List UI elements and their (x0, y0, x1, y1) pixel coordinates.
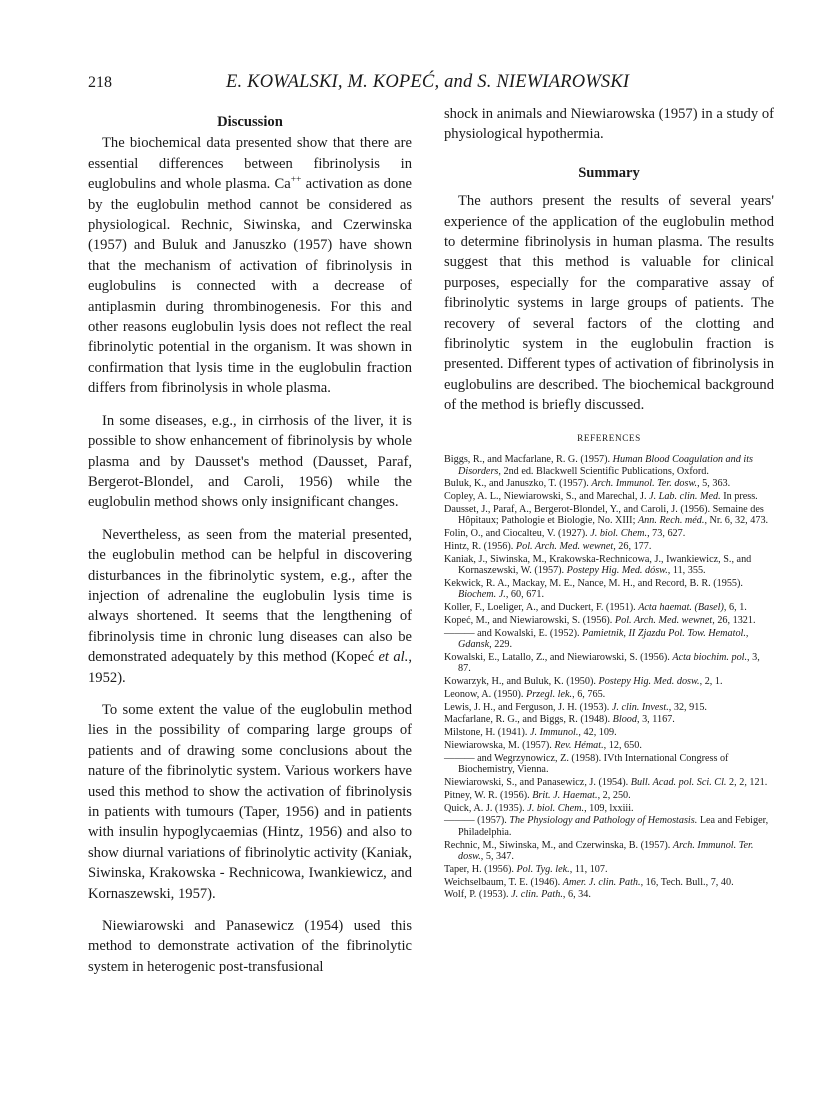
discussion-heading: Discussion (217, 114, 283, 130)
discussion-paragraph-5-continued: shock in animals and Niewiarowska (1957) in a study of physiological hypothermia. (444, 106, 774, 143)
reference-list (444, 454, 774, 901)
discussion-paragraph-4: To some extent the value of the euglobulin method lies in the possibility of comparing large groups of patients and of drawing some conclusions about the nature of the fibrinolytic system. Various workers have used this method to show the activation of fibrinolysis in patients with tumours (Taper, 1956) and in patients with insulin hypoglycaemias (Hintz, 1956) and also to show diurnal variations of fibrinolytic activity (Kaniak, Siwinska, Krakowska - Rechnicowa, Iwankiewicz, and Kornaszewski, 1957). (88, 701, 412, 902)
reference-item: Copley, A. L., Niewiarowski, S., and Marechal, J. J. Lab. clin. Med. In press. (444, 491, 758, 503)
reference-item: Biggs, R., and Macfarlane, R. G. (1957). Human Blood Coagulation and its Disorders, 2nd ed. Blackwell Scientific Publications, Oxford. (444, 454, 754, 477)
reference-item: Pitney, W. R. (1956). Brit. J. Haemat., 2, 250. (444, 789, 631, 801)
page-number: 218 (88, 74, 112, 91)
reference-item: Kowalski, E., Latallo, Z., and Niewiarowski, S. (1956). Acta biochim. pol., 3, 87. (444, 651, 760, 675)
summary-heading: Summary (578, 164, 640, 181)
reference-item: Niewiarowski, S., and Panasewicz, J. (1954). Bull. Acad. pol. Sci. Cl. 2, 2, 121. (444, 777, 768, 789)
reference-item: Macfarlane, R. G., and Biggs, R. (1948). Blood, 3, 1167. (444, 714, 675, 726)
reference-item: Quick, A. J. (1935). J. biol. Chem., 109, lxxiii. (444, 802, 634, 814)
discussion-paragraph-3: Nevertheless, as seen from the material presented, the euglobulin method can be helpful in discovering disturbances in the fibrinolytic system, e.g., after the injection of adrenaline the euglobulin lysis time is always shortened. It seems that the lengthening of fibrinolysis time in chronic lung diseases can also be demonstrated adequately by this method (Kopeć et al., 1952). (88, 526, 412, 686)
left-column (88, 112, 412, 989)
reference-item: Taper, H. (1956). Pol. Tyg. lek., 11, 107. (444, 863, 608, 875)
reference-item: Milstone, H. (1941). J. Immunol., 42, 109. (444, 727, 617, 739)
reference-item: Niewiarowska, M. (1957). Rev. Hémat., 12, 650. (444, 740, 642, 752)
reference-item: Leonow, A. (1950). Przegl. lek., 6, 765. (444, 688, 606, 700)
reference-item: Lewis, J. H., and Ferguson, J. H. (1953). J. clin. Invest., 32, 915. (444, 701, 707, 713)
reference-item: Koller, F., Loeliger, A., and Duckert, F. (1951). Acta haemat. (Basel), 6, 1. (444, 602, 747, 614)
right-column (444, 104, 774, 902)
running-header (88, 74, 778, 96)
reference-item: Kopeć, M., and Niewiarowski, S. (1956). Pol. Arch. Med. wewnet, 26, 1321. (444, 614, 756, 626)
reference-item: Kekwick, R. A., Mackay, M. E., Nance, M. H., and Record, B. R. (1955). Biochem. J., 60, 671. (444, 577, 743, 601)
summary-paragraph: The authors present the results of several years' experience of the application of the euglobulin method to determine fibrinolysis in human plasma. The results suggest that this method is valuable for clinical purposes, especially for the comparative assay of fibrinolytic systems in large groups of patients. The recovery of several factors of the clotting and fibrinolytic system in the euglobulin fraction is presented. Different types of activation of fibrinolysis in euglobulins are described. The biochemical background of the method is briefly discussed. (444, 193, 774, 414)
reference-item: Folin, O., and Ciocalteu, V. (1927). J. biol. Chem., 73, 627. (444, 528, 686, 540)
reference-item: ——— (1957). The Physiology and Pathology of Hemostasis. Lea and Febiger, Philadelphia. (444, 815, 769, 838)
reference-item: Buluk, K., and Januszko, T. (1957). Arch. Immunol. Ter. dosw., 5, 363. (444, 478, 731, 490)
reference-item: Dausset, J., Paraf, A., Bergerot-Blondel, Y., and Caroli, J. (1956). Semaine des Hôpitaux; Pathologie et Biologie, No. XIII; Ann. Rech. méd., Nr. 6, 32, 473. (444, 503, 769, 527)
reference-item: Kaniak, J., Siwinska, M., Krakowska-Rechnicowa, J., Iwankiewicz, S., and Kornaszewski, W. (1957). Postepy Hig. Med. dósw., 11, 355. (444, 553, 752, 577)
reference-item: Weichselbaum, T. E. (1946). Amer. J. clin. Path., 16, Tech. Bull., 7, 40. (444, 876, 734, 888)
reference-item: Rechnic, M., Siwinska, M., and Czerwinska, B. (1957). Arch. Immunol. Ter. dosw., 5, 347. (444, 839, 754, 863)
references-heading: REFERENCES (577, 432, 641, 443)
reference-item: ——— and Wegrzynowicz, Z. (1958). IVth International Congress of Biochemistry, Vienna. (444, 752, 729, 776)
discussion-paragraph-5: Niewiarowski and Panasewicz (1954) used this method to demonstrate activation of the fibrinolytic system in heterogenic post-transfusional (88, 918, 412, 975)
running-header-authors: E. KOWALSKI, M. KOPEĆ, and S. NIEWIAROWSKI (226, 72, 630, 92)
discussion-paragraph-1: The biochemical data presented show that there are essential differences between fibrinolysis in euglobulins and whole plasma. Ca++ activation as done by the euglobulin method cannot be considered as physiological. Rechnic, Siwinska, and Czerwinska (1957) and Buluk and Januszko (1957) have shown that the mechanism of activation of fibrinolysis in euglobulins is connected with a decrease of antiplasmin during thrombinogenesis. For this and other reasons euglobulin lysis does not reflect the real fibrinolytic potential in the organism. It was shown in confirmation that lysis time in the euglobulin fraction differs from fibrinolysis in whole plasma. (88, 135, 412, 397)
reference-item: Hintz, R. (1956). Pol. Arch. Med. wewnet, 26, 177. (444, 540, 652, 552)
reference-item: ——— and Kowalski, E. (1952). Pamietnik, II Zjazdu Pol. Tow. Hematol., Gdansk, 229. (444, 627, 749, 651)
reference-item: Kowarzyk, H., and Buluk, K. (1950). Postepy Hig. Med. dosw., 2, 1. (444, 676, 723, 688)
discussion-paragraph-2: In some diseases, e.g., in cirrhosis of the liver, it is possible to show enhancement of fibrinolysis by whole plasma and by Dausset's method (Dausset, Paraf, Bergerot-Blondel, and Caroli, 1956) while the euglobulin method shows only insignificant changes. (88, 412, 412, 511)
reference-item: Wolf, P. (1953). J. clin. Path., 6, 34. (444, 889, 591, 901)
